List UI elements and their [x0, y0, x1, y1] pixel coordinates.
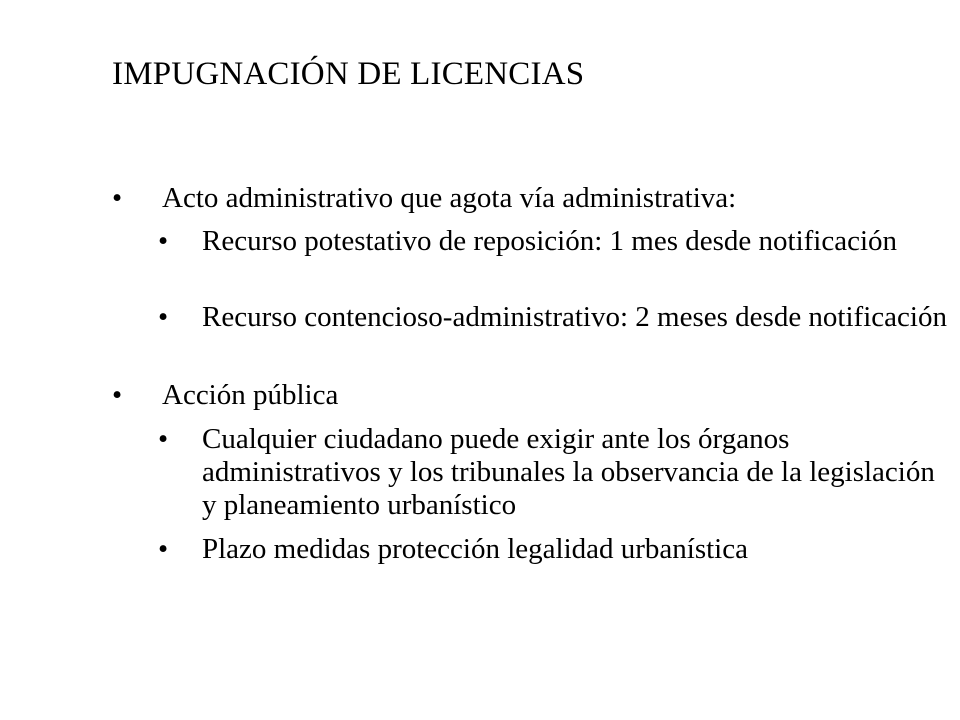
bullet-icon: •: [112, 379, 123, 411]
bullet-icon: •: [158, 423, 169, 455]
slide-title: IMPUGNACIÓN DE LICENCIAS: [112, 56, 585, 92]
bullet-icon: •: [158, 225, 169, 257]
bullet-icon: •: [158, 301, 169, 333]
list-item-level2: Cualquier ciudadano puede exigir ante los órganos administrativos y los tribunales la observancia de la legislación y planeamiento urbanístico: [202, 423, 935, 521]
list-item-level2: Plazo medidas protección legalidad urbanística: [202, 533, 748, 565]
list-item-level1: Acto administrativo que agota vía administrativa:: [162, 182, 737, 214]
bullet-icon: •: [158, 533, 169, 565]
list-item-level1: Acción pública: [162, 379, 339, 411]
bullet-icon: •: [112, 182, 123, 214]
list-item-level2: Recurso potestativo de reposición: 1 mes desde notificación: [202, 225, 898, 257]
list-item-level2: Recurso contencioso-administrativo: 2 meses desde notificación: [202, 301, 947, 333]
